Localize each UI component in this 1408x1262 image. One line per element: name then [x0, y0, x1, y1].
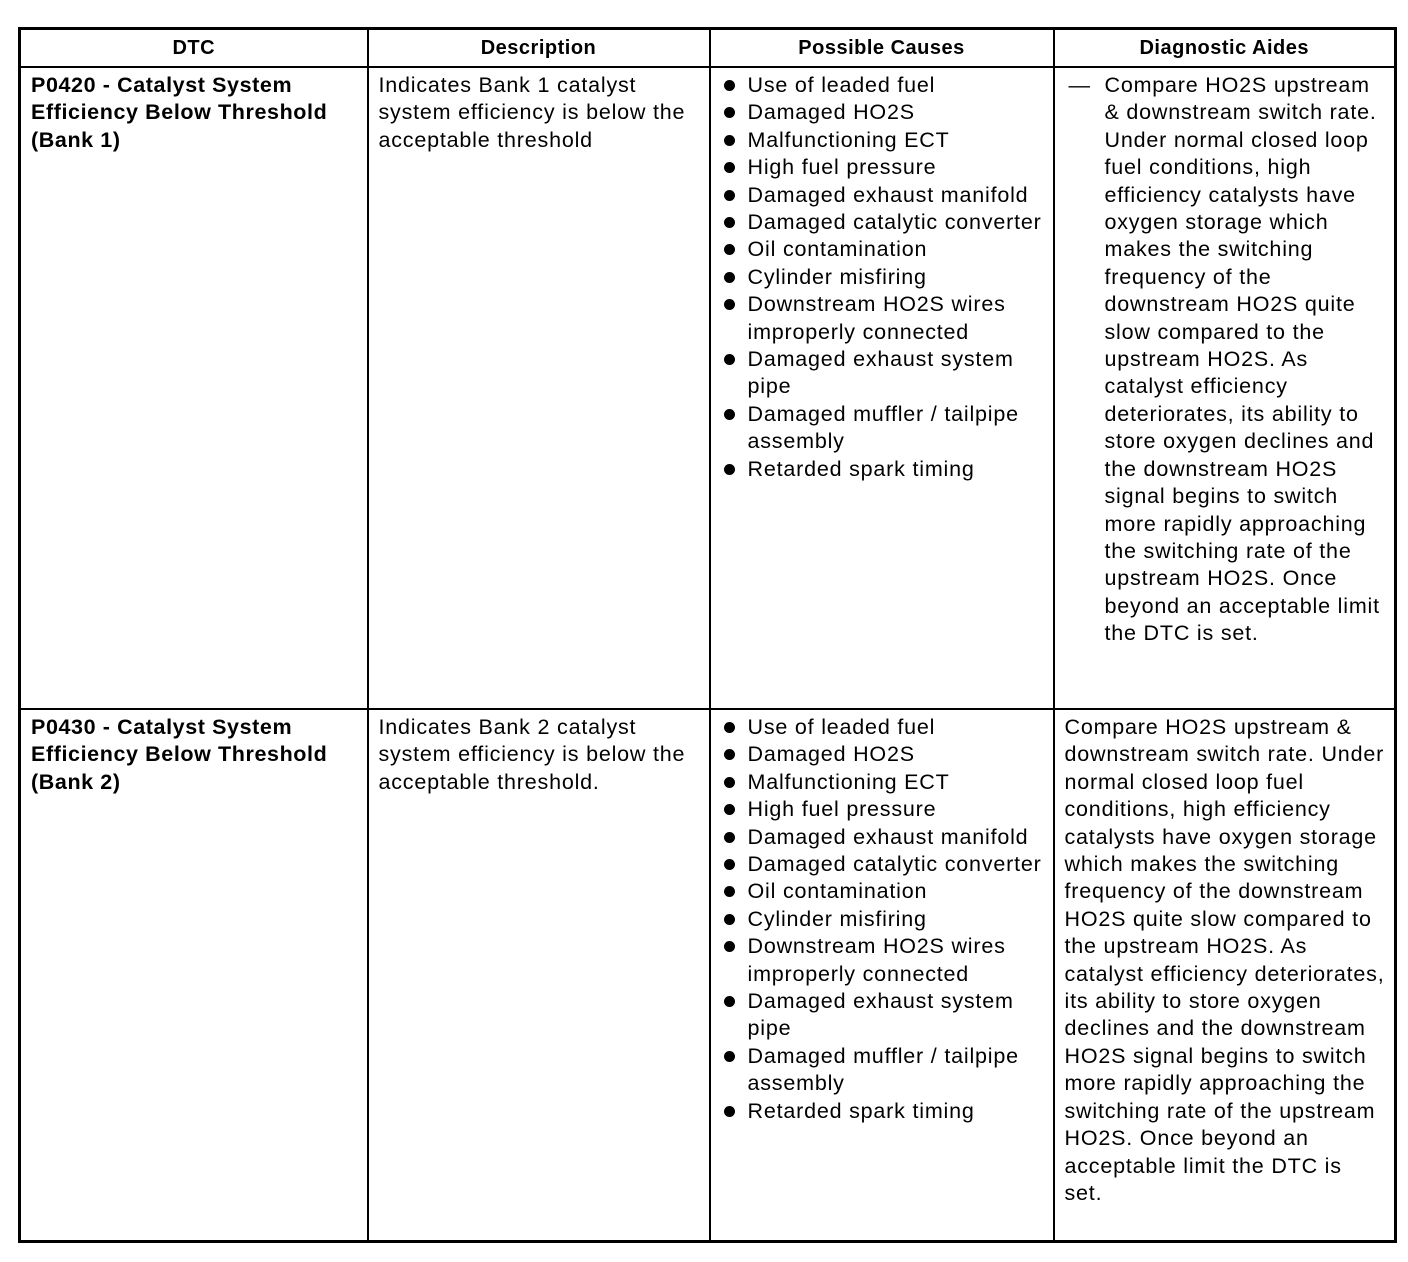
cause-text: Malfunctioning ECT: [747, 769, 950, 794]
header-row: [20, 29, 1396, 68]
dtc-cell: [20, 709, 368, 1242]
aide-block: [1065, 72, 1387, 648]
causes-list: [721, 72, 1045, 483]
cause-text: Malfunctioning ECT: [747, 127, 950, 152]
header-diagnostic-aides: Diagnostic Aides: [1054, 29, 1396, 68]
dtc-code-text: P0420 - Catalyst System Efficiency Below Threshold (Bank 1): [31, 73, 328, 152]
bullet-icon: [724, 914, 735, 925]
list-item: [721, 72, 1045, 99]
bullet-icon: [724, 190, 735, 201]
cause-text: Damaged muffler / tailpipe assembly: [747, 401, 1019, 454]
cause-text: Oil contamination: [747, 879, 928, 904]
cause-text: Damaged exhaust system pipe: [747, 989, 1014, 1041]
bullet-icon: [724, 354, 735, 365]
document-sheet: [18, 27, 1394, 1243]
list-item: [721, 988, 1045, 1043]
list-item: [721, 291, 1045, 346]
list-item: [721, 154, 1045, 181]
cause-text: High fuel pressure: [747, 155, 937, 180]
bullet-icon: [724, 859, 735, 870]
list-item: [721, 741, 1045, 768]
cause-text: Use of leaded fuel: [747, 73, 936, 97]
dtc-table: [18, 27, 1397, 1243]
cause-text: Damaged exhaust manifold: [747, 182, 1029, 207]
description-text: Indicates Bank 2 catalyst system efficiency is below the acceptable threshold.: [378, 715, 686, 794]
bullet-icon: [724, 135, 735, 146]
bullet-icon: [724, 244, 735, 255]
list-item: [721, 714, 1045, 741]
list-item: [721, 906, 1045, 933]
list-item: [721, 1043, 1045, 1098]
bullet-icon: [724, 409, 735, 420]
list-item: [721, 264, 1045, 291]
cause-text: Damaged exhaust system pipe: [747, 347, 1014, 399]
list-item: [721, 127, 1045, 154]
aides-cell: [1054, 67, 1396, 709]
bullet-icon: [724, 722, 735, 733]
list-item: [721, 236, 1045, 263]
table-row: [20, 709, 1396, 1242]
causes-cell: [710, 709, 1054, 1242]
list-item: [721, 456, 1045, 483]
dtc-code-text: P0430 - Catalyst System Efficiency Below Threshold (Bank 2): [31, 715, 328, 794]
bullet-icon: [724, 777, 735, 788]
header-dtc: DTC: [20, 29, 368, 68]
causes-list: [721, 714, 1045, 1125]
dtc-cell: [20, 67, 368, 709]
cause-text: Damaged HO2S: [747, 742, 915, 767]
cause-text: Use of leaded fuel: [747, 715, 936, 739]
bullet-icon: [724, 804, 735, 815]
list-item: [721, 209, 1045, 236]
cause-text: Downstream HO2S wires improperly connected: [747, 934, 1006, 986]
description-text: Indicates Bank 1 catalyst system efficiency is below the acceptable threshold: [378, 73, 686, 152]
header-possible-causes: Possible Causes: [710, 29, 1054, 68]
bullet-icon: [724, 749, 735, 760]
cause-text: Damaged catalytic converter: [747, 210, 1042, 235]
bullet-icon: [724, 107, 735, 118]
bullet-icon: [724, 886, 735, 897]
description-cell: [368, 709, 710, 1242]
cause-text: Retarded spark timing: [747, 1098, 975, 1123]
cause-text: Oil contamination: [747, 237, 928, 262]
list-item: [721, 182, 1045, 209]
list-item: [721, 933, 1045, 988]
header-description: Description: [368, 29, 710, 68]
description-cell: [368, 67, 710, 709]
cause-text: Retarded spark timing: [747, 456, 975, 481]
list-item: [721, 346, 1045, 401]
bullet-icon: [724, 832, 735, 843]
bullet-icon: [724, 162, 735, 173]
cause-text: Damaged HO2S: [747, 100, 915, 125]
bullet-icon: [724, 1051, 735, 1062]
list-item: [721, 99, 1045, 126]
bullet-icon: [724, 464, 735, 475]
table-row: [20, 67, 1396, 709]
bullet-icon: [724, 996, 735, 1007]
cause-text: High fuel pressure: [747, 797, 937, 822]
list-item: [721, 1098, 1045, 1125]
aides-cell: [1054, 709, 1396, 1242]
cause-text: Damaged muffler / tailpipe assembly: [747, 1043, 1019, 1096]
dash-icon: —: [1068, 73, 1091, 97]
cause-text: Damaged catalytic converter: [747, 852, 1042, 877]
list-item: [721, 851, 1045, 878]
list-item: [721, 796, 1045, 823]
list-item: [721, 878, 1045, 905]
cause-text: Damaged exhaust manifold: [747, 824, 1029, 849]
bullet-icon: [724, 80, 735, 91]
list-item: [721, 824, 1045, 851]
aide-text: Compare HO2S upstream & downstream switch rate. Under normal closed loop fuel conditions, high efficiency catalysts have oxygen storage which makes the switching frequency of the downstream HO2S quite slow compared to the upstream HO2S. As catalyst efficiency deteriorates, its ability to store oxygen declines and the downstream HO2S signal begins to switch more rapidly approaching the switching rate of the upstream HO2S. Once beyond an acceptable limit the DTC is set.: [1104, 73, 1380, 646]
aide-text: Compare HO2S upstream & downstream switch rate. Under normal closed loop fuel conditions, high efficiency catalysts have oxygen storage which makes the switching frequency of the downstream HO2S quite slow compared to the upstream HO2S. As catalyst efficiency deteriorates, its ability to store oxygen declines and the downstream HO2S signal begins to switch more rapidly approaching the switching rate of the upstream HO2S. Once beyond an acceptable limit the DTC is set.: [1064, 715, 1385, 1205]
cause-text: Cylinder misfiring: [747, 906, 927, 931]
list-item: [721, 401, 1045, 456]
causes-cell: [710, 67, 1054, 709]
bullet-icon: [724, 299, 735, 310]
bullet-icon: [724, 272, 735, 283]
bullet-icon: [724, 941, 735, 952]
bullet-icon: [724, 217, 735, 228]
bullet-icon: [724, 1106, 735, 1117]
cause-text: Downstream HO2S wires improperly connected: [747, 292, 1006, 344]
list-item: [721, 769, 1045, 796]
cause-text: Cylinder misfiring: [747, 264, 927, 289]
